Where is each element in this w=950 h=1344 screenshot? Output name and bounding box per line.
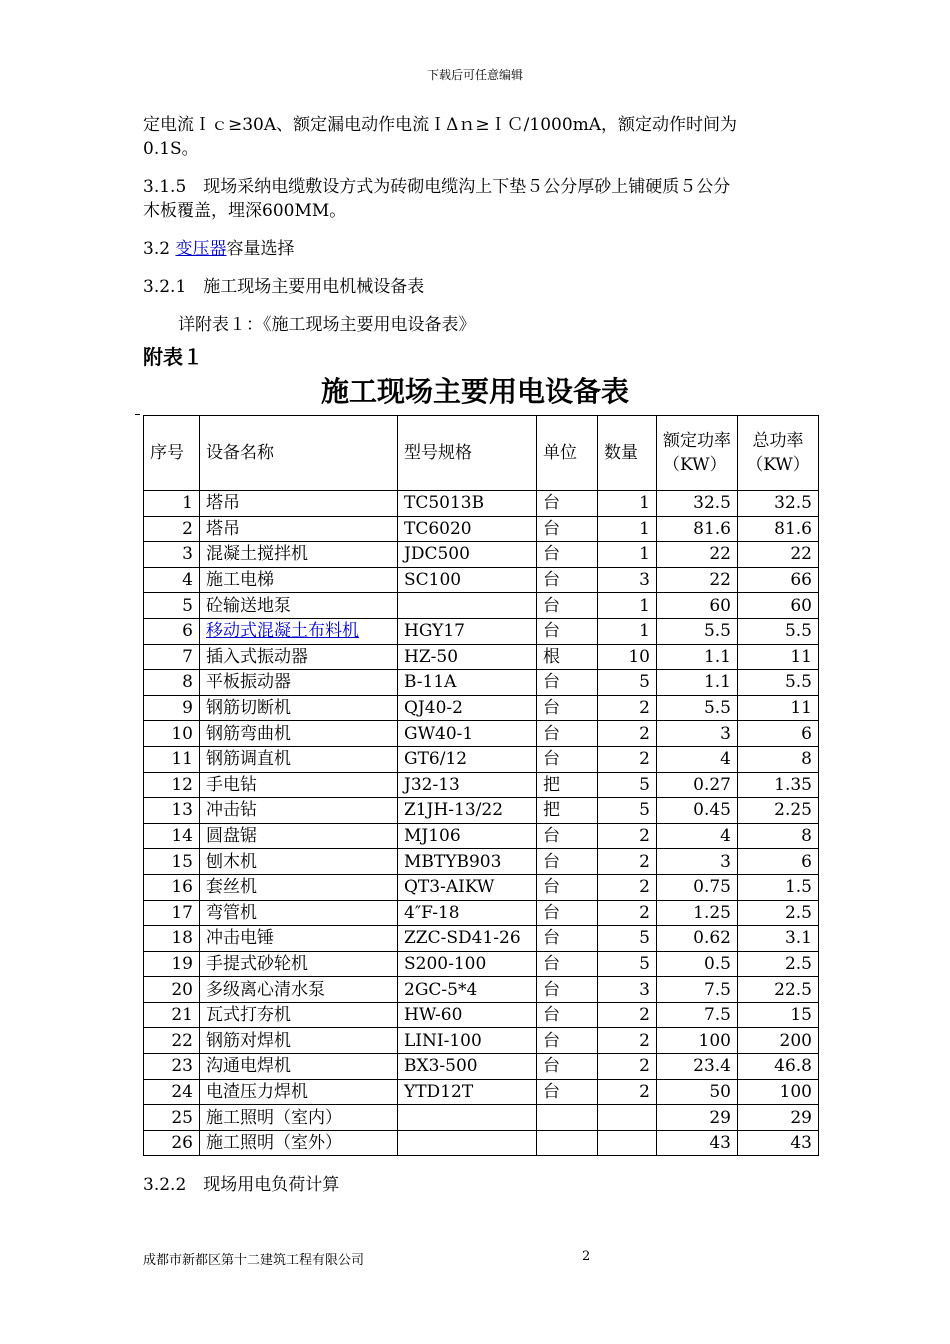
cell-no: 6 xyxy=(144,618,200,644)
cell-rated-power: 22 xyxy=(657,567,738,593)
paragraph-cable-line1: 3.1.5 现场采纳电缆敷设方式为砖砌电缆沟上下垫５公分厚砂上铺硬质５公分 xyxy=(143,177,731,197)
table-row xyxy=(144,567,819,593)
cell-unit: 台 xyxy=(537,926,598,952)
cell-total-power: 1.5 xyxy=(738,874,819,900)
cell-total-power: 15 xyxy=(738,1002,819,1028)
table-row xyxy=(144,695,819,721)
cell-rated-power: 1.1 xyxy=(657,670,738,696)
header-unit: 单位 xyxy=(537,416,598,491)
cell-name: 弯管机 xyxy=(200,900,398,926)
cell-model: JDC500 xyxy=(398,542,537,568)
cell-name: 刨木机 xyxy=(200,849,398,875)
cell-unit xyxy=(537,1105,598,1131)
header-model: 型号规格 xyxy=(398,416,537,491)
cell-name: 冲击钻 xyxy=(200,798,398,824)
table-row xyxy=(144,849,819,875)
table-row xyxy=(144,1002,819,1028)
cell-model: ZZC-SD41-26 xyxy=(398,926,537,952)
cell-rated-power: 3 xyxy=(657,849,738,875)
cell-total-power: 2.5 xyxy=(738,900,819,926)
cell-no: 10 xyxy=(144,721,200,747)
cell-unit: 把 xyxy=(537,798,598,824)
cell-qty: 1 xyxy=(598,542,657,568)
cell-model: Z1JH-13/22 xyxy=(398,798,537,824)
cell-model: GT6/12 xyxy=(398,746,537,772)
cell-model: MJ106 xyxy=(398,823,537,849)
cell-no: 4 xyxy=(144,567,200,593)
cell-name: 圆盘锯 xyxy=(200,823,398,849)
cell-no: 14 xyxy=(144,823,200,849)
cell-rated-power: 7.5 xyxy=(657,977,738,1003)
transformer-link[interactable]: 变压器 xyxy=(175,239,227,259)
cell-model: TC6020 xyxy=(398,516,537,542)
cell-name: 电渣压力焊机 xyxy=(200,1079,398,1105)
table-row xyxy=(144,951,819,977)
cell-name: 施工照明（室内） xyxy=(200,1105,398,1131)
cell-no: 11 xyxy=(144,746,200,772)
cell-model xyxy=(398,1105,537,1131)
cell-no: 2 xyxy=(144,516,200,542)
cell-model xyxy=(398,593,537,619)
cell-no: 24 xyxy=(144,1079,200,1105)
cell-model: LINI-100 xyxy=(398,1028,537,1054)
cell-name: 沟通电焊机 xyxy=(200,1054,398,1080)
cell-unit: 根 xyxy=(537,644,598,670)
cell-name: 冲击电锤 xyxy=(200,926,398,952)
table-header-row xyxy=(144,416,819,491)
cell-model: S200-100 xyxy=(398,951,537,977)
cell-qty: 5 xyxy=(598,798,657,824)
cell-rated-power: 0.45 xyxy=(657,798,738,824)
cell-unit: 台 xyxy=(537,695,598,721)
cell-qty: 1 xyxy=(598,516,657,542)
section-3-2-1-heading: 3.2.1 施工现场主要用电机械设备表 xyxy=(143,277,425,297)
header-no: 序号 xyxy=(144,416,200,491)
cell-rated-power: 4 xyxy=(657,746,738,772)
paragraph-cable-line2: 木板覆盖，埋深600MM。 xyxy=(143,201,347,221)
cell-model: HW-60 xyxy=(398,1002,537,1028)
cell-no: 5 xyxy=(144,593,200,619)
cell-qty: 2 xyxy=(598,900,657,926)
cell-unit: 台 xyxy=(537,618,598,644)
cell-rated-power: 4 xyxy=(657,823,738,849)
cell-qty: 2 xyxy=(598,823,657,849)
section-3-2-heading xyxy=(143,237,294,261)
table-row xyxy=(144,721,819,747)
cell-unit: 台 xyxy=(537,1028,598,1054)
cell-total-power: 43 xyxy=(738,1130,819,1156)
cell-name: 瓦式打夯机 xyxy=(200,1002,398,1028)
table-row xyxy=(144,1130,819,1156)
cell-name: 施工电梯 xyxy=(200,567,398,593)
table-top-rule xyxy=(135,414,140,415)
cell-model: TC5013B xyxy=(398,491,537,517)
cell-unit: 台 xyxy=(537,721,598,747)
section-3-2-2-heading: 3.2.2 现场用电负荷计算 xyxy=(143,1175,340,1195)
cell-qty: 2 xyxy=(598,1079,657,1105)
cell-rated-power: 23.4 xyxy=(657,1054,738,1080)
table-row xyxy=(144,516,819,542)
cell-unit: 台 xyxy=(537,567,598,593)
cell-unit: 台 xyxy=(537,951,598,977)
header-total-power: 总功率（KW） xyxy=(738,416,819,491)
page-header: 下载后可任意编辑 xyxy=(426,68,523,82)
cell-unit: 把 xyxy=(537,772,598,798)
cell-model: QT3-AIKW xyxy=(398,874,537,900)
cell-name: 砼输送地泵 xyxy=(200,593,398,619)
cell-no: 12 xyxy=(144,772,200,798)
section-number: 3.2 xyxy=(143,239,176,259)
cell-name: 手提式砂轮机 xyxy=(200,951,398,977)
cell-no: 15 xyxy=(144,849,200,875)
cell-rated-power: 0.27 xyxy=(657,772,738,798)
cell-unit: 台 xyxy=(537,874,598,900)
cell-rated-power: 7.5 xyxy=(657,1002,738,1028)
cell-qty xyxy=(598,1105,657,1131)
cell-unit: 台 xyxy=(537,1054,598,1080)
cell-no: 20 xyxy=(144,977,200,1003)
cell-name: 塔吊 xyxy=(200,491,398,517)
table-row xyxy=(144,491,819,517)
table-row xyxy=(144,900,819,926)
cell-unit: 台 xyxy=(537,491,598,517)
cell-qty: 5 xyxy=(598,951,657,977)
footer-page-number: 2 xyxy=(582,1249,591,1264)
cell-model xyxy=(398,1130,537,1156)
cell-no: 21 xyxy=(144,1002,200,1028)
table-row xyxy=(144,593,819,619)
cell-rated-power: 60 xyxy=(657,593,738,619)
table-title: 施工现场主要用电设备表 xyxy=(320,375,629,408)
cell-total-power: 6 xyxy=(738,721,819,747)
header-name: 设备名称 xyxy=(200,416,398,491)
cell-name: 混凝土搅拌机 xyxy=(200,542,398,568)
cell-no: 25 xyxy=(144,1105,200,1131)
cell-unit: 台 xyxy=(537,542,598,568)
cell-rated-power: 29 xyxy=(657,1105,738,1131)
cell-total-power: 8 xyxy=(738,746,819,772)
cell-total-power: 11 xyxy=(738,695,819,721)
cell-unit: 台 xyxy=(537,900,598,926)
table-row xyxy=(144,1079,819,1105)
cell-total-power: 29 xyxy=(738,1105,819,1131)
cell-unit: 台 xyxy=(537,849,598,875)
cell-no: 13 xyxy=(144,798,200,824)
appendix-reference: 详附表１：《施工现场主要用电设备表》 xyxy=(178,315,476,335)
cell-model: J32-13 xyxy=(398,772,537,798)
equipment-table xyxy=(143,415,819,1156)
cell-qty: 2 xyxy=(598,695,657,721)
cell-no: 8 xyxy=(144,670,200,696)
cell-model: MBTYB903 xyxy=(398,849,537,875)
cell-total-power: 11 xyxy=(738,644,819,670)
cell-no: 26 xyxy=(144,1130,200,1156)
cell-total-power: 1.35 xyxy=(738,772,819,798)
cell-model: 4″F-18 xyxy=(398,900,537,926)
table-row xyxy=(144,746,819,772)
cell-unit xyxy=(537,1130,598,1156)
cell-name: 塔吊 xyxy=(200,516,398,542)
cell-qty: 2 xyxy=(598,746,657,772)
cell-unit: 台 xyxy=(537,746,598,772)
cell-model: HZ-50 xyxy=(398,644,537,670)
cell-qty: 2 xyxy=(598,721,657,747)
cell-qty: 3 xyxy=(598,977,657,1003)
table-row xyxy=(144,1054,819,1080)
section-title-suffix: 容量选择 xyxy=(226,239,295,259)
cell-qty: 2 xyxy=(598,849,657,875)
cell-qty: 2 xyxy=(598,1054,657,1080)
cell-total-power: 66 xyxy=(738,567,819,593)
cell-rated-power: 5.5 xyxy=(657,618,738,644)
cell-qty: 5 xyxy=(598,670,657,696)
cell-no: 17 xyxy=(144,900,200,926)
table-row xyxy=(144,542,819,568)
table-row xyxy=(144,618,819,644)
cell-rated-power: 100 xyxy=(657,1028,738,1054)
cell-name: 钢筋切断机 xyxy=(200,695,398,721)
cell-no: 19 xyxy=(144,951,200,977)
cell-no: 16 xyxy=(144,874,200,900)
cell-model: B-11A xyxy=(398,670,537,696)
cell-name: 施工照明（室外） xyxy=(200,1130,398,1156)
table-row xyxy=(144,977,819,1003)
cell-model: QJ40-2 xyxy=(398,695,537,721)
cell-total-power: 5.5 xyxy=(738,618,819,644)
cell-rated-power: 1.1 xyxy=(657,644,738,670)
cell-total-power: 81.6 xyxy=(738,516,819,542)
cell-rated-power: 43 xyxy=(657,1130,738,1156)
table-row xyxy=(144,1028,819,1054)
cell-qty: 2 xyxy=(598,1002,657,1028)
cell-model: BX3-500 xyxy=(398,1054,537,1080)
cell-model: HGY17 xyxy=(398,618,537,644)
paragraph-rcd-line1: 定电流Ｉｃ≥30A、额定漏电动作电流ＩΔｎ≥ＩＣ/1000mA，额定动作时间为 xyxy=(143,115,738,135)
cell-name xyxy=(200,618,398,644)
cell-total-power: 60 xyxy=(738,593,819,619)
table-row xyxy=(144,874,819,900)
table-row xyxy=(144,926,819,952)
cell-qty xyxy=(598,1130,657,1156)
cell-qty: 1 xyxy=(598,491,657,517)
cell-name: 平板振动器 xyxy=(200,670,398,696)
cell-unit: 台 xyxy=(537,977,598,1003)
cell-total-power: 100 xyxy=(738,1079,819,1105)
cell-name: 钢筋对焊机 xyxy=(200,1028,398,1054)
paragraph-rcd-line2: 0.1S。 xyxy=(143,139,199,159)
cell-rated-power: 3 xyxy=(657,721,738,747)
cell-qty: 2 xyxy=(598,1028,657,1054)
cell-total-power: 2.5 xyxy=(738,951,819,977)
cell-total-power: 22.5 xyxy=(738,977,819,1003)
cell-name: 钢筋弯曲机 xyxy=(200,721,398,747)
cell-qty: 1 xyxy=(598,593,657,619)
table-row xyxy=(144,798,819,824)
cell-model: SC100 xyxy=(398,567,537,593)
cell-rated-power: 0.75 xyxy=(657,874,738,900)
equipment-link[interactable]: 移动式混凝土布料机 xyxy=(206,621,359,642)
cell-total-power: 32.5 xyxy=(738,491,819,517)
cell-total-power: 22 xyxy=(738,542,819,568)
cell-total-power: 2.25 xyxy=(738,798,819,824)
cell-no: 23 xyxy=(144,1054,200,1080)
cell-unit: 台 xyxy=(537,1002,598,1028)
cell-rated-power: 81.6 xyxy=(657,516,738,542)
cell-qty: 1 xyxy=(598,618,657,644)
footer-company: 成都市新都区第十二建筑工程有限公司 xyxy=(143,1253,365,1268)
cell-no: 18 xyxy=(144,926,200,952)
appendix-label: 附表１ xyxy=(143,345,203,369)
cell-qty: 5 xyxy=(598,926,657,952)
cell-rated-power: 32.5 xyxy=(657,491,738,517)
cell-total-power: 200 xyxy=(738,1028,819,1054)
cell-total-power: 3.1 xyxy=(738,926,819,952)
cell-total-power: 6 xyxy=(738,849,819,875)
table-row xyxy=(144,644,819,670)
cell-unit: 台 xyxy=(537,516,598,542)
cell-qty: 2 xyxy=(598,874,657,900)
cell-name: 套丝机 xyxy=(200,874,398,900)
cell-total-power: 5.5 xyxy=(738,670,819,696)
cell-total-power: 8 xyxy=(738,823,819,849)
cell-rated-power: 22 xyxy=(657,542,738,568)
cell-qty: 3 xyxy=(598,567,657,593)
table-row xyxy=(144,670,819,696)
cell-rated-power: 0.62 xyxy=(657,926,738,952)
cell-no: 22 xyxy=(144,1028,200,1054)
cell-qty: 5 xyxy=(598,772,657,798)
cell-name: 多级离心清水泵 xyxy=(200,977,398,1003)
cell-qty: 10 xyxy=(598,644,657,670)
cell-name: 插入式振动器 xyxy=(200,644,398,670)
cell-model: 2GC-5*4 xyxy=(398,977,537,1003)
cell-no: 7 xyxy=(144,644,200,670)
cell-name: 钢筋调直机 xyxy=(200,746,398,772)
cell-unit: 台 xyxy=(537,670,598,696)
cell-no: 3 xyxy=(144,542,200,568)
table-row xyxy=(144,823,819,849)
cell-total-power: 46.8 xyxy=(738,1054,819,1080)
header-qty: 数量 xyxy=(598,416,657,491)
cell-rated-power: 50 xyxy=(657,1079,738,1105)
cell-unit: 台 xyxy=(537,1079,598,1105)
cell-no: 9 xyxy=(144,695,200,721)
cell-unit: 台 xyxy=(537,593,598,619)
cell-rated-power: 1.25 xyxy=(657,900,738,926)
table-row xyxy=(144,1105,819,1131)
cell-name: 手电钻 xyxy=(200,772,398,798)
cell-no: 1 xyxy=(144,491,200,517)
cell-model: YTD12T xyxy=(398,1079,537,1105)
cell-rated-power: 0.5 xyxy=(657,951,738,977)
cell-model: GW40-1 xyxy=(398,721,537,747)
table-row xyxy=(144,772,819,798)
cell-unit: 台 xyxy=(537,823,598,849)
header-rated-power: 额定功率（KW） xyxy=(657,416,738,491)
cell-rated-power: 5.5 xyxy=(657,695,738,721)
